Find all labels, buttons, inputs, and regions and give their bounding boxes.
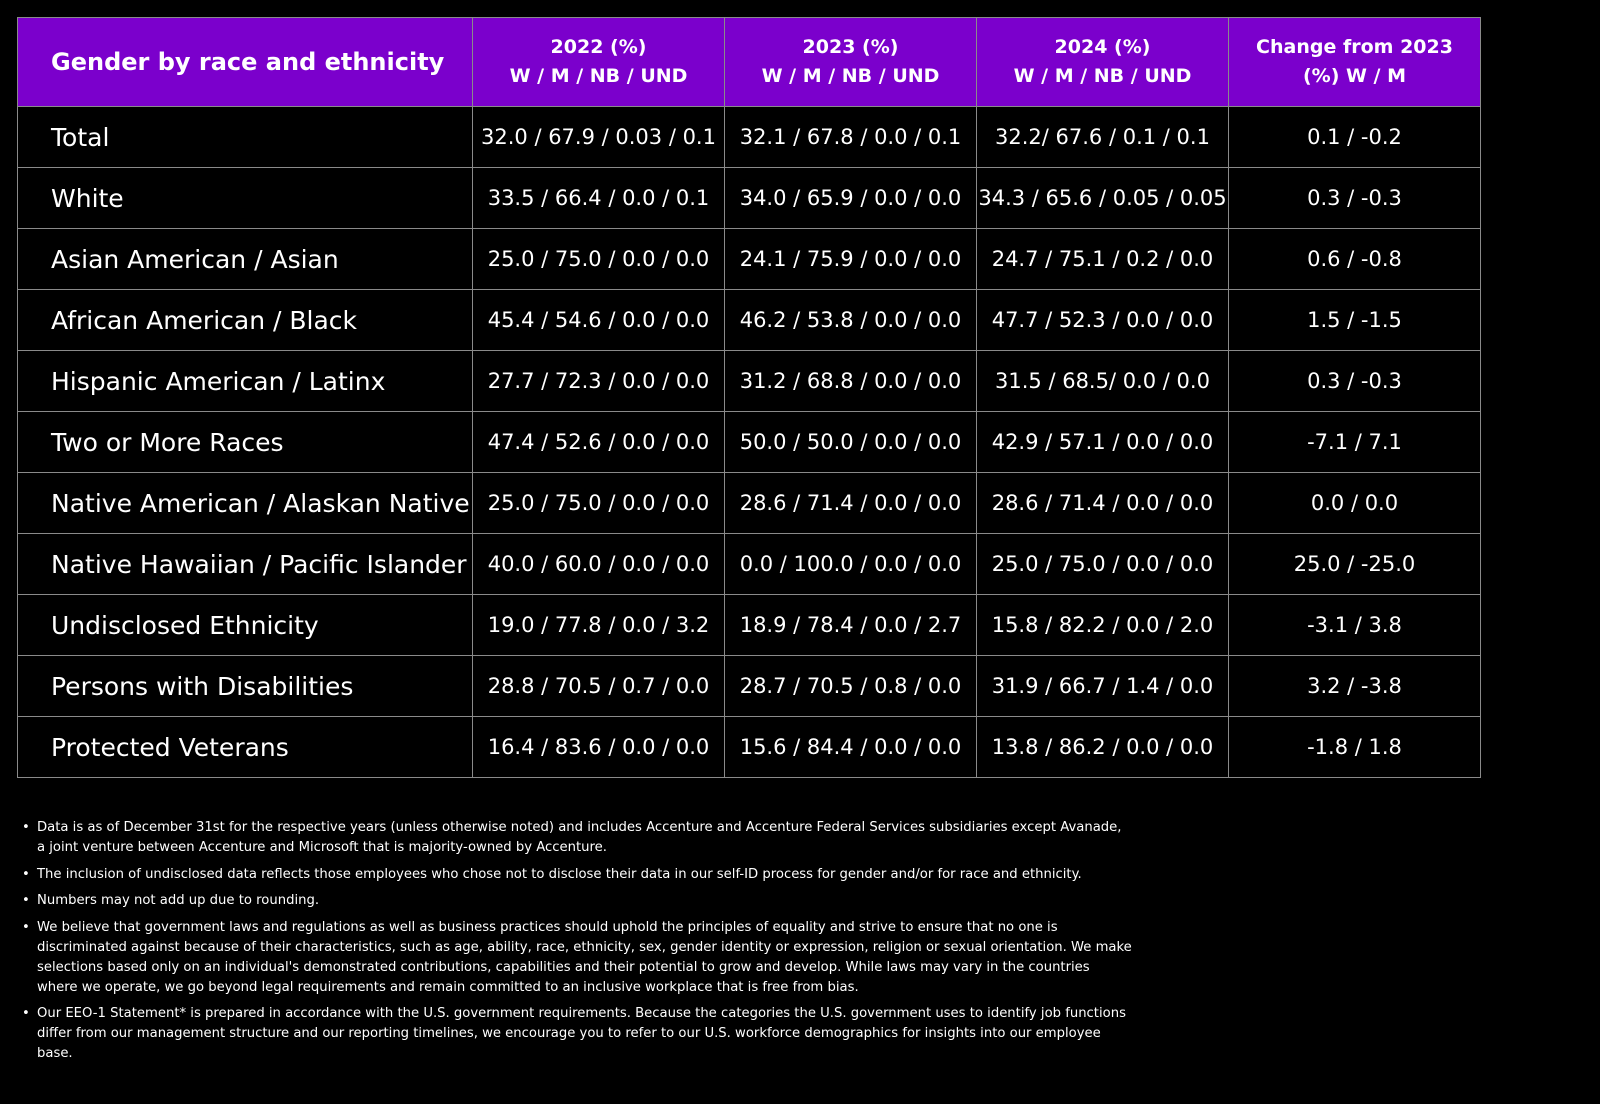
- cell-2023: 46.2 / 53.8 / 0.0 / 0.0: [725, 290, 977, 351]
- table-row: [18, 168, 1481, 229]
- footnote-item: [22, 818, 1132, 858]
- bullet-icon: •: [22, 893, 30, 908]
- cell-2024: 34.3 / 65.6 / 0.05 / 0.05: [977, 168, 1229, 229]
- cell-change: -7.1 / 7.1: [1229, 412, 1481, 473]
- cell-2024: 47.7 / 52.3 / 0.0 / 0.0: [977, 290, 1229, 351]
- cell-2022: 28.8 / 70.5 / 0.7 / 0.0: [473, 656, 725, 717]
- header-2023-year: 2023 (%): [802, 36, 899, 58]
- header-2023: [725, 18, 977, 107]
- table-row: [18, 473, 1481, 534]
- cell-2022: 32.0 / 67.9 / 0.03 / 0.1: [473, 107, 725, 168]
- row-label: Persons with Disabilities: [18, 656, 473, 717]
- cell-change: 0.0 / 0.0: [1229, 473, 1481, 534]
- bullet-icon: •: [22, 866, 30, 882]
- cell-2024: 24.7 / 75.1 / 0.2 / 0.0: [977, 229, 1229, 290]
- cell-2023: 28.7 / 70.5 / 0.8 / 0.0: [725, 656, 977, 717]
- cell-2022: 16.4 / 83.6 / 0.0 / 0.0: [473, 717, 725, 778]
- cell-2024: 28.6 / 71.4 / 0.0 / 0.0: [977, 473, 1229, 534]
- cell-2022: 19.0 / 77.8 / 0.0 / 3.2: [473, 595, 725, 656]
- table-row: [18, 595, 1481, 656]
- cell-change: 3.2 / -3.8: [1229, 656, 1481, 717]
- footnotes-list: [22, 818, 1132, 1071]
- cell-2024: 31.9 / 66.7 / 1.4 / 0.0: [977, 656, 1229, 717]
- header-2024-legend: W / M / NB / UND: [1013, 65, 1192, 87]
- cell-2023: 28.6 / 71.4 / 0.0 / 0.0: [725, 473, 977, 534]
- row-label: Protected Veterans: [18, 717, 473, 778]
- cell-2022: 27.7 / 72.3 / 0.0 / 0.0: [473, 351, 725, 412]
- header-2022-legend: W / M / NB / UND: [509, 65, 688, 87]
- cell-2023: 32.1 / 67.8 / 0.0 / 0.1: [725, 107, 977, 168]
- row-label: Total: [18, 107, 473, 168]
- footnote-item: [22, 1004, 1132, 1064]
- row-label: Undisclosed Ethnicity: [18, 595, 473, 656]
- cell-change: 1.5 / -1.5: [1229, 290, 1481, 351]
- cell-2024: 13.8 / 86.2 / 0.0 / 0.0: [977, 717, 1229, 778]
- cell-2022: 25.0 / 75.0 / 0.0 / 0.0: [473, 473, 725, 534]
- cell-2023: 15.6 / 84.4 / 0.0 / 0.0: [725, 717, 977, 778]
- footnote-item: [22, 891, 1132, 911]
- table-row: [18, 656, 1481, 717]
- cell-2022: 47.4 / 52.6 / 0.0 / 0.0: [473, 412, 725, 473]
- cell-2024: 32.2/ 67.6 / 0.1 / 0.1: [977, 107, 1229, 168]
- cell-2023: 0.0 / 100.0 / 0.0 / 0.0: [725, 534, 977, 595]
- header-2023-legend: W / M / NB / UND: [761, 65, 940, 87]
- row-label: Two or More Races: [18, 412, 473, 473]
- cell-2024: 15.8 / 82.2 / 0.0 / 2.0: [977, 595, 1229, 656]
- table-header-row: [18, 18, 1481, 107]
- row-label: Native Hawaiian / Pacific Islander: [18, 534, 473, 595]
- bullet-icon: •: [22, 919, 30, 935]
- table-row: [18, 717, 1481, 778]
- cell-change: 0.3 / -0.3: [1229, 168, 1481, 229]
- cell-2024: 25.0 / 75.0 / 0.0 / 0.0: [977, 534, 1229, 595]
- footnote-text: The inclusion of undisclosed data reflects those employees who chose not to disclose their data in our self-ID process for gender and/or for race and ethnicity.: [37, 866, 1082, 882]
- row-label: Asian American / Asian: [18, 229, 473, 290]
- cell-change: 25.0 / -25.0: [1229, 534, 1481, 595]
- cell-change: 0.1 / -0.2: [1229, 107, 1481, 168]
- table-row: [18, 412, 1481, 473]
- header-change-title: Change from 2023: [1256, 36, 1453, 58]
- row-label: White: [18, 168, 473, 229]
- header-2024-year: 2024 (%): [1054, 36, 1151, 58]
- cell-2023: 34.0 / 65.9 / 0.0 / 0.0: [725, 168, 977, 229]
- footnote-text: We believe that government laws and regulations as well as business practices should uphold the principles of equality and strive to ensure that no one is discriminated against because of their characteristics, such as age, ability, race, ethnicity, sex, gender identity or expression, religion or sexual orientation. We make selections based only on an individual's demonstrated contributions, capabilities and their potential to grow and develop. While laws may vary in the countries where we operate, we go beyond legal requirements and remain committed to an inclusive workplace that is free from bias.: [37, 919, 1132, 995]
- cell-2022: 25.0 / 75.0 / 0.0 / 0.0: [473, 229, 725, 290]
- cell-2022: 40.0 / 60.0 / 0.0 / 0.0: [473, 534, 725, 595]
- cell-2023: 24.1 / 75.9 / 0.0 / 0.0: [725, 229, 977, 290]
- cell-2023: 31.2 / 68.8 / 0.0 / 0.0: [725, 351, 977, 412]
- footnote-text: Our EEO-1 Statement* is prepared in accordance with the U.S. government requirements. Because the categories the U.S. government uses to identify job functions differ from our management structure and our reporting timelines, we encourage you to refer to our U.S. workforce demographics for insights into our employee base.: [37, 1006, 1126, 1061]
- footnote-text: Numbers may not add up due to rounding.: [37, 893, 320, 908]
- cell-change: 0.6 / -0.8: [1229, 229, 1481, 290]
- header-change: [1229, 18, 1481, 107]
- table-row: [18, 534, 1481, 595]
- row-label: Native American / Alaskan Native: [18, 473, 473, 534]
- table-row: [18, 290, 1481, 351]
- cell-change: 0.3 / -0.3: [1229, 351, 1481, 412]
- bullet-icon: •: [22, 820, 30, 835]
- cell-change: -3.1 / 3.8: [1229, 595, 1481, 656]
- cell-2023: 50.0 / 50.0 / 0.0 / 0.0: [725, 412, 977, 473]
- header-2024: [977, 18, 1229, 107]
- cell-2024: 31.5 / 68.5/ 0.0 / 0.0: [977, 351, 1229, 412]
- row-label: Hispanic American / Latinx: [18, 351, 473, 412]
- footnote-text: Data is as of December 31st for the respective years (unless otherwise noted) and includes Accenture and Accenture Federal Services subsidiaries except Avanade, a joint venture between Accenture and Microsoft that is majority-owned by Accenture.: [37, 820, 1122, 855]
- table-row: [18, 351, 1481, 412]
- table-row: [18, 107, 1481, 168]
- cell-2024: 42.9 / 57.1 / 0.0 / 0.0: [977, 412, 1229, 473]
- header-2022-year: 2022 (%): [550, 36, 647, 58]
- footnote-item: [22, 865, 1132, 885]
- cell-2023: 18.9 / 78.4 / 0.0 / 2.7: [725, 595, 977, 656]
- cell-2022: 33.5 / 66.4 / 0.0 / 0.1: [473, 168, 725, 229]
- cell-2022: 45.4 / 54.6 / 0.0 / 0.0: [473, 290, 725, 351]
- header-change-legend: (%) W / M: [1302, 65, 1407, 87]
- gender-race-ethnicity-table: [17, 17, 1481, 778]
- bullet-icon: •: [22, 1006, 30, 1021]
- cell-change: -1.8 / 1.8: [1229, 717, 1481, 778]
- table-row: [18, 229, 1481, 290]
- header-label: Gender by race and ethnicity: [18, 18, 473, 107]
- header-2022: [473, 18, 725, 107]
- row-label: African American / Black: [18, 290, 473, 351]
- footnote-item: [22, 918, 1132, 998]
